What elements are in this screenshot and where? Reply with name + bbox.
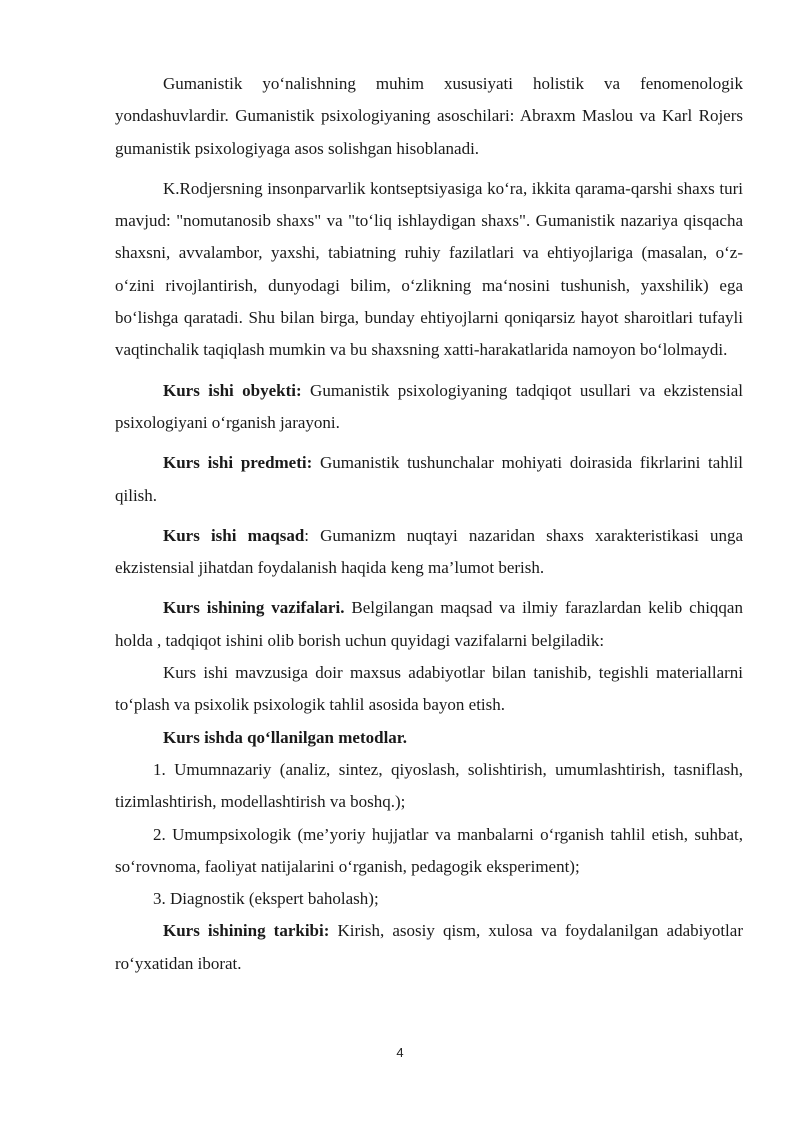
- paragraph-structure: [115, 915, 743, 980]
- tasks-label: Kurs ishining vazifalari.: [163, 598, 345, 618]
- goal-text: : Gumanizm nuqtayi nazaridan shaxs xarakteristikasi unga ekzistensial jihatdan foydalanish haqida keng ma’lumot berish.: [115, 525, 743, 578]
- paragraph-subject: [115, 447, 743, 512]
- list-item-method-2: 2. Umumpsixologik (me’yoriy hujjatlar va manbalarni o‘rganish tahlil etish, suhbat, so‘rovnoma, faoliyat natijalarini o‘rganish, pedagogik eksperiment);: [115, 824, 743, 876]
- paragraph-object: [115, 375, 743, 440]
- subject-label: Kurs ishi predmeti:: [163, 453, 313, 473]
- structure-label: Kurs ishining tarkibi:: [163, 921, 330, 941]
- structure-text: Kirish, asosiy qism, xulosa va foydalanilgan adabiyotlar ro‘yxatidan iborat.: [115, 921, 743, 973]
- list-item-method-1: 1. Umumnazariy (analiz, sintez, qiyoslash, solishtirish, umumlashtirish, tasniflash, tizimlashtirish, modellashtirish va boshq.);: [115, 759, 743, 812]
- object-text: Gumanistik psixologiyaning tadqiqot usullari va ekzistensial psixologiyani o‘rganish jarayoni.: [115, 380, 743, 432]
- document-body: [115, 68, 743, 980]
- paragraph-intro: Gumanistik yo‘nalishning muhim xususiyati holistik va fenomenologik yondashuvlardir. Gumanistik psixologiyaning asoschilari: Abraxm Maslou va Karl Rojers gumanistik psixologiyaga asos solishgan hisoblanadi.: [115, 74, 743, 158]
- paragraph-rogers: K.Rodjersning insonparvarlik kontseptsiyasiga ko‘ra, ikkita qarama-qarshi shaxs turi mavjud: "nomutanosib shaxs" va "to‘liq ishlaydigan shaxs". Gumanistik nazariya qisqacha shaxsni, avvalambor, yaxshi, tabiatning ruhiy fazilatlari va ehtiyojlariga (masalan, o‘z-o‘zini rivojlantirish, dunyodagi bilim, o‘zlikning ma‘nosini tushunish, yaxshilik) ega bo‘lishga qaratadi. Shu bilan birga, bunday ehtiyojlarni qoniqarsiz hayot sharoitlari tufayli vaqtinchalik taqiqlash mumkin va bu shaxsning xatti-harakatlarida namoyon bo‘lolmaydi.: [115, 178, 743, 360]
- goal-label: Kurs ishi maqsad: [163, 525, 305, 545]
- paragraph-task-detail: Kurs ishi mavzusiga doir maxsus adabiyotlar bilan tanishib, tegishli materiallarni to‘plash va psixolik psixologik tahlil asosida bayon etish.: [115, 663, 743, 715]
- subject-text: Gumanistik tushunchalar mohiyati doirasida fikrlarini tahlil qilish.: [115, 453, 743, 505]
- methods-label: Kurs ishda qo‘llanilgan metodlar.: [163, 727, 408, 747]
- object-label: Kurs ishi obyekti:: [163, 380, 302, 400]
- paragraph-tasks: [115, 592, 743, 657]
- paragraph-goal: [115, 520, 743, 585]
- page-number: 4: [396, 1045, 404, 1060]
- paragraph-methods-heading: [115, 722, 743, 754]
- list-item-method-3: 3. Diagnostik (ekspert baholash);: [153, 889, 379, 909]
- tasks-text: Belgilangan maqsad va ilmiy farazlardan kelib chiqqan holda , tadqiqot ishini olib borish uchun quyidagi vazifalarni belgiladik:: [115, 598, 743, 650]
